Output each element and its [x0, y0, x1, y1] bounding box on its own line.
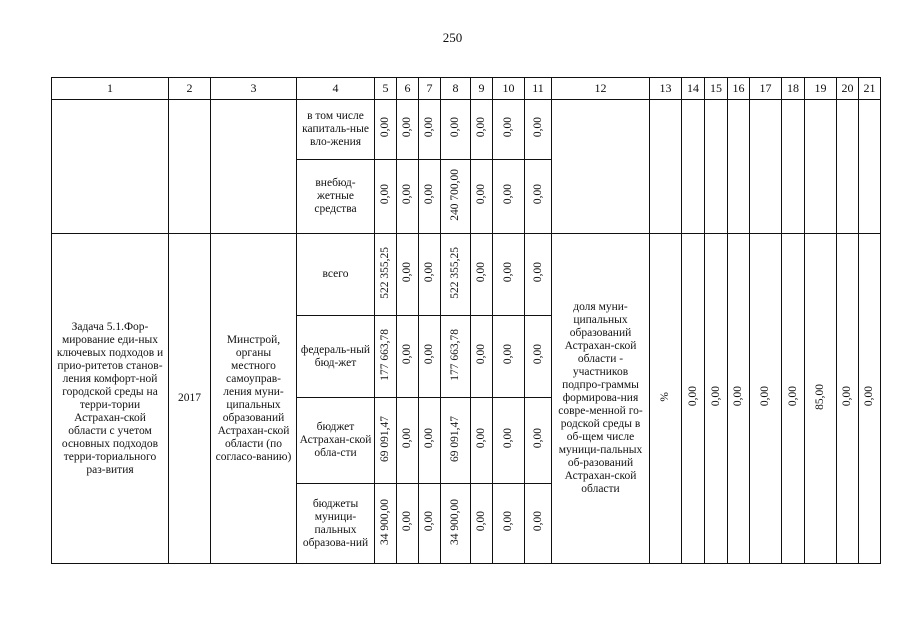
col-header: 10 — [493, 78, 525, 100]
task-name-cell: Задача 5.1.Фор-мирование еди-ных ключевых подходов и прио-ритетов станов-ления комфорт-ной городской среды на терри-тории Астрахан-ской области с учетом основных подходов терри-ториального раз-вития — [52, 234, 169, 564]
value-cell: 0,00 — [493, 234, 525, 316]
col-header: 20 — [837, 78, 859, 100]
value-cell: 522 355,25 — [375, 234, 397, 316]
program-table — [51, 77, 881, 564]
empty-cell — [728, 100, 750, 234]
funding-source-label: бюджеты муници-пальных образова-ний — [297, 484, 375, 564]
indicator-value: 0,00 — [837, 234, 859, 564]
table-row — [52, 100, 881, 160]
value-cell: 0,00 — [493, 316, 525, 398]
unit-cell: % — [650, 234, 682, 564]
funding-source-label: внебюд-жетные средства — [297, 160, 375, 234]
value-cell: 0,00 — [493, 100, 525, 160]
value-cell: 0,00 — [397, 160, 419, 234]
col-header: 17 — [750, 78, 782, 100]
value-cell: 0,00 — [471, 484, 493, 564]
col-header: 15 — [705, 78, 728, 100]
col-header: 16 — [728, 78, 750, 100]
col-header: 11 — [525, 78, 552, 100]
value-cell: 0,00 — [397, 398, 419, 484]
col-header: 9 — [471, 78, 493, 100]
indicator-value: 85,00 — [805, 234, 837, 564]
funding-source-label: в том числе капиталь-ные вло-жения — [297, 100, 375, 160]
value-cell: 0,00 — [525, 160, 552, 234]
value-cell: 240 700,00 — [441, 160, 471, 234]
value-cell: 0,00 — [493, 160, 525, 234]
empty-cell — [552, 100, 650, 234]
col-header: 12 — [552, 78, 650, 100]
year-cell: 2017 — [169, 234, 211, 564]
col-header: 8 — [441, 78, 471, 100]
funding-source-label: бюджет Астрахан-ской обла-сти — [297, 398, 375, 484]
empty-cell — [650, 100, 682, 234]
value-cell: 0,00 — [375, 100, 397, 160]
value-cell: 69 091,47 — [375, 398, 397, 484]
indicator-cell: доля муни-ципальных образований Астрахан-ской области - участников подпро-граммы формирова-ния совре-менной го-родской среды в об-щем числе муници-пальных об-разований Астрахан-ской области — [552, 234, 650, 564]
header-row — [52, 78, 881, 100]
empty-cell — [682, 100, 705, 234]
value-cell: 0,00 — [493, 484, 525, 564]
empty-cell — [837, 100, 859, 234]
value-cell: 0,00 — [471, 160, 493, 234]
value-cell: 69 091,47 — [441, 398, 471, 484]
funding-source-label: всего — [297, 234, 375, 316]
empty-cell — [52, 100, 169, 234]
value-cell: 0,00 — [525, 234, 552, 316]
value-cell: 0,00 — [525, 484, 552, 564]
value-cell: 0,00 — [493, 398, 525, 484]
value-cell: 0,00 — [375, 160, 397, 234]
col-header: 3 — [211, 78, 297, 100]
value-cell: 0,00 — [471, 398, 493, 484]
indicator-value: 0,00 — [782, 234, 805, 564]
col-header: 1 — [52, 78, 169, 100]
indicator-value: 0,00 — [728, 234, 750, 564]
indicator-value: 0,00 — [705, 234, 728, 564]
col-header: 6 — [397, 78, 419, 100]
value-cell: 0,00 — [525, 398, 552, 484]
indicator-value: 0,00 — [682, 234, 705, 564]
value-cell: 0,00 — [471, 316, 493, 398]
executor-cell: Минстрой, органы местного самоуправ-ления муни-ципальных образований Астрахан-ской области (по согласо-ванию) — [211, 234, 297, 564]
value-cell: 0,00 — [525, 100, 552, 160]
indicator-value: 0,00 — [750, 234, 782, 564]
value-cell: 0,00 — [419, 484, 441, 564]
col-header: 2 — [169, 78, 211, 100]
value-cell: 0,00 — [419, 398, 441, 484]
value-cell: 0,00 — [397, 100, 419, 160]
value-cell: 0,00 — [419, 234, 441, 316]
value-cell: 177 663,78 — [441, 316, 471, 398]
col-header: 14 — [682, 78, 705, 100]
empty-cell — [805, 100, 837, 234]
empty-cell — [750, 100, 782, 234]
value-cell: 522 355,25 — [441, 234, 471, 316]
empty-cell — [859, 100, 881, 234]
funding-source-label: федераль-ный бюд-жет — [297, 316, 375, 398]
value-cell: 34 900,00 — [441, 484, 471, 564]
value-cell: 0,00 — [471, 100, 493, 160]
col-header: 5 — [375, 78, 397, 100]
col-header: 18 — [782, 78, 805, 100]
value-cell: 0,00 — [419, 316, 441, 398]
value-cell: 34 900,00 — [375, 484, 397, 564]
col-header: 21 — [859, 78, 881, 100]
value-cell: 0,00 — [397, 316, 419, 398]
value-cell: 0,00 — [471, 234, 493, 316]
value-cell: 0,00 — [525, 316, 552, 398]
col-header: 13 — [650, 78, 682, 100]
empty-cell — [211, 100, 297, 234]
col-header: 4 — [297, 78, 375, 100]
value-cell: 0,00 — [419, 100, 441, 160]
empty-cell — [782, 100, 805, 234]
value-cell: 0,00 — [419, 160, 441, 234]
value-cell: 177 663,78 — [375, 316, 397, 398]
page-number: 250 — [442, 30, 463, 45]
col-header: 7 — [419, 78, 441, 100]
value-cell: 0,00 — [441, 100, 471, 160]
indicator-value: 0,00 — [859, 234, 881, 564]
table-row — [52, 234, 881, 316]
value-cell: 0,00 — [397, 484, 419, 564]
value-cell: 0,00 — [397, 234, 419, 316]
empty-cell — [705, 100, 728, 234]
empty-cell — [169, 100, 211, 234]
col-header: 19 — [805, 78, 837, 100]
